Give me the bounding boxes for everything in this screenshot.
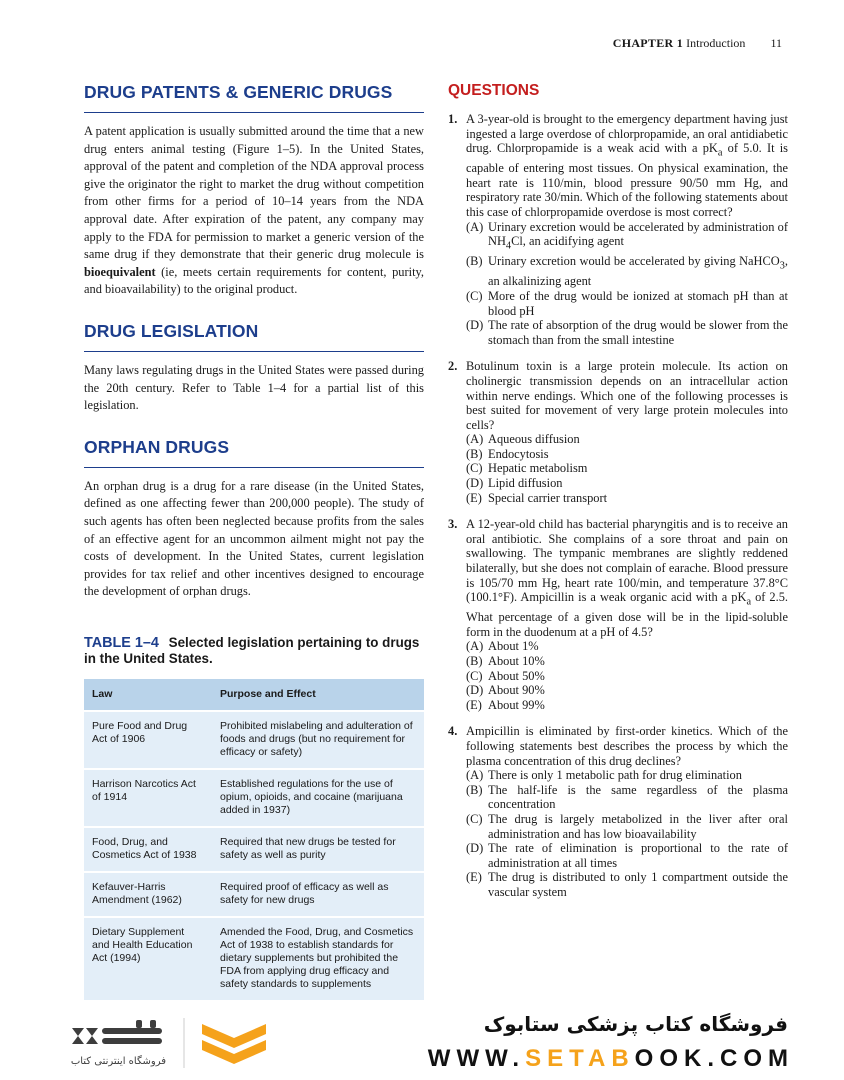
- answer-option: [466, 289, 788, 318]
- left-column: [84, 82, 424, 1000]
- answer-option: [466, 639, 788, 654]
- table-row: [84, 711, 424, 769]
- option-letter: (E): [466, 490, 482, 505]
- option-letter: (A): [466, 768, 484, 783]
- store-name-persian: فروشگاه کتاب پزشکی ستابوک: [483, 1012, 788, 1036]
- answer-option: [466, 447, 788, 462]
- answer-option: [466, 461, 788, 476]
- option-letter: (D): [466, 683, 484, 698]
- option-text: Lipid diffusion: [488, 476, 563, 491]
- table-cell-law: Harrison Narcotics Act of 1914: [84, 769, 212, 827]
- logo-caption: فروشگاه اینترنتی کتاب: [70, 1056, 166, 1067]
- legislation-table: [84, 679, 424, 1000]
- table-cell-purpose: Established regulations for the use of opium, opioids, and cocaine (marijuana added in 1937): [212, 769, 424, 827]
- table-cell-law: Pure Food and Drug Act of 1906: [84, 711, 212, 769]
- option-text: The drug is largely metabolized in the liver after oral administration and has low bioavailability: [488, 812, 788, 841]
- table-header-purpose: Purpose and Effect: [212, 679, 424, 711]
- option-text: The drug is distributed to only 1 compartment outside the vascular system: [488, 870, 788, 899]
- answer-option: [466, 654, 788, 669]
- answer-option: [466, 476, 788, 491]
- section-heading-patents: DRUG PATENTS & GENERIC DRUGS: [84, 82, 424, 113]
- answer-option: [466, 768, 788, 783]
- paragraph-legislation: Many laws regulating drugs in the United States were passed during the 20th century. Refer to Table 1–4 for a partial list of this legislation.: [84, 362, 424, 413]
- answer-option: [466, 491, 788, 506]
- option-text: About 99%: [488, 697, 545, 712]
- answer-option: [466, 783, 788, 812]
- question-item: [448, 724, 788, 899]
- table-row: [84, 917, 424, 1000]
- answer-option: [466, 254, 788, 289]
- option-letter: (D): [466, 318, 484, 333]
- option-letter: (C): [466, 288, 483, 303]
- table-caption: Selected legislation pertaining to drugs in the United States.: [84, 634, 420, 666]
- option-letter: (E): [466, 870, 482, 885]
- question-stem: Ampicillin is eliminated by first-order kinetics. Which of the following statements best describes the process by which the plasma concentration of this drug declines?: [466, 724, 788, 768]
- table-cell-purpose: Prohibited mislabeling and adulteration of foods and drugs (but no requirement for efficacy or safety): [212, 711, 424, 769]
- table-cell-purpose: Required proof of efficacy as well as safety for new drugs: [212, 872, 424, 917]
- table-number: TABLE 1–4: [84, 634, 159, 651]
- option-text: More of the drug would be ionized at stomach pH than at blood pH: [488, 288, 788, 318]
- table-row: [84, 827, 424, 872]
- section-heading-legislation: DRUG LEGISLATION: [84, 321, 424, 352]
- table-title: [84, 635, 424, 667]
- table-header-law: Law: [84, 679, 212, 711]
- paragraph-patents: A patent application is usually submitted around the time that a new drug enters animal testing (Figure 1–5). In the United States, approval of the patent and completion of the NDA approval process give the originator the right to market the drug without competition from other firms for a period of 10–14 years from the NDA approval date. After expiration of the patent, any company may apply to the FDA for permission to market a generic version of the same drug if they demonstrate that their generic drug molecule is bioequivalent (ie, meets certain requirements for content, purity, and bioavailability) to the original product.: [84, 124, 424, 297]
- question-number: 4.: [448, 724, 458, 739]
- option-text: Hepatic metabolism: [488, 461, 588, 476]
- table-cell-purpose: Required that new drugs be tested for safety as well as purity: [212, 827, 424, 872]
- option-letter: (D): [466, 841, 484, 856]
- option-text: About 90%: [488, 683, 545, 698]
- question-item: [448, 359, 788, 505]
- table-row: [84, 872, 424, 917]
- option-text: Urinary excretion would be accelerated by administration of $NH_4Cl$, an acidifying agent: [488, 219, 788, 252]
- right-column: [448, 82, 788, 912]
- answer-option: [466, 432, 788, 447]
- page-number: 11: [770, 36, 782, 50]
- option-text: About 50%: [488, 668, 545, 683]
- option-letter: (B): [466, 446, 483, 461]
- question-item: [448, 517, 788, 712]
- option-text: Special carrier transport: [488, 490, 608, 505]
- question-stem: Botulinum toxin is a large protein molecule. Its action on cholinergic transmission depends on an intracellular action within nerve endings. Which one of the following processes is best suited for movement of very large protein molecules into cells?: [466, 359, 788, 432]
- option-letter: (C): [466, 461, 483, 476]
- option-letter: (C): [466, 668, 483, 683]
- answer-option: [466, 698, 788, 713]
- option-letter: (E): [466, 697, 482, 712]
- option-letter: (A): [466, 639, 484, 654]
- option-text: About 1%: [488, 639, 539, 654]
- table-cell-law: Kefauver-Harris Amendment (1962): [84, 872, 212, 917]
- option-letter: (D): [466, 476, 484, 491]
- question-stem: A 3-year-old is brought to the emergency department having just ingested a large overdose of chlorpropamide, an oral antidiabetic drug. Chlorpropamide is a weak acid with a $pK_a$ of 5.0. It is capable of entering most tissues. On physical examination, the heart rate is 110/min, blood pressure 90/50 mm Hg, and respiratory rate 30/min. Which of the following statements about this case of chlorpropamide overdose is most correct?: [466, 112, 788, 220]
- table-cell-purpose: Amended the Food, Drug, and Cosmetics Act of 1938 to establish standards for dietary supplements but prohibited the FDA from applying drug efficacy and safety standards to supplements: [212, 917, 424, 1000]
- paragraph-orphan: An orphan drug is a drug for a rare disease (in the United States, defined as one affecting fewer than 200,000 people). The study of such agents has often been neglected because profits from the sales of an effective agent for an uncommon ailment might not pay the costs of development. In the United States, current legislation provides for tax relief and other incentives designed to encourage the development of orphan drugs.: [84, 478, 424, 599]
- answer-option: [466, 220, 788, 255]
- option-letter: (B): [466, 654, 483, 669]
- option-text: The rate of elimination is proportional to the rate of administration at all times: [488, 841, 788, 870]
- answer-option: [466, 318, 788, 347]
- answer-option: [466, 812, 788, 841]
- option-text: Endocytosis: [488, 446, 549, 461]
- answer-option: [466, 870, 788, 899]
- questions-list: [448, 112, 788, 900]
- question-number: 2.: [448, 359, 458, 374]
- table-cell-law: Dietary Supplement and Health Education Act (1994): [84, 917, 212, 1000]
- chapter-title: Introduction: [686, 36, 746, 50]
- term-bioequivalent: bioequivalent: [84, 264, 156, 279]
- answer-option: [466, 683, 788, 698]
- option-letter: (B): [466, 254, 483, 269]
- questions-heading: QUESTIONS: [448, 82, 540, 99]
- answer-option: [466, 841, 788, 870]
- question-number: 3.: [448, 517, 458, 532]
- table-cell-law: Food, Drug, and Cosmetics Act of 1938: [84, 827, 212, 872]
- question-number: 1.: [448, 112, 458, 126]
- table-row: [84, 769, 424, 827]
- setabook-logo: [66, 1012, 306, 1072]
- option-letter: (A): [466, 219, 484, 234]
- option-text: Aqueous diffusion: [488, 432, 580, 447]
- question-stem: A 12-year-old child has bacterial pharyngitis and is to receive an oral antibiotic. She complains of a sore throat and pain on swallowing. The tympanic membranes are slightly reddened bilaterally, but she does not complain of earache. Blood pressure is 105/70 mm Hg, heart rate 100/min, and temperature 37.8°C (100.1°F). Ampicillin is a weak organic acid with a $pK_a$ of 2.5. What percentage of a given dose will be in the lipid-soluble form in the duodenum at a pH of 4.5?: [466, 517, 789, 639]
- option-text: The rate of absorption of the drug would be slower from the stomach than from the small intestine: [488, 318, 788, 347]
- option-letter: (A): [466, 432, 484, 447]
- question-item: [448, 112, 788, 347]
- option-text: About 10%: [488, 654, 545, 669]
- answer-option: [466, 669, 788, 684]
- option-letter: (C): [466, 812, 483, 826]
- option-text: There is only 1 metabolic path for drug elimination: [488, 768, 742, 783]
- store-url: WWW.SETABOOK.COM: [427, 1045, 794, 1072]
- option-letter: (B): [466, 782, 483, 797]
- running-header: [613, 36, 782, 51]
- publisher-footer: [0, 1000, 844, 1080]
- chapter-label: CHAPTER 1: [612, 36, 684, 50]
- option-text: The half-life is the same regardless of the plasma concentration: [488, 782, 788, 812]
- option-text: Urinary excretion would be accelerated by giving NaHCO$_3$, an alkalinizing agent: [488, 254, 788, 289]
- section-heading-orphan: ORPHAN DRUGS: [84, 437, 424, 468]
